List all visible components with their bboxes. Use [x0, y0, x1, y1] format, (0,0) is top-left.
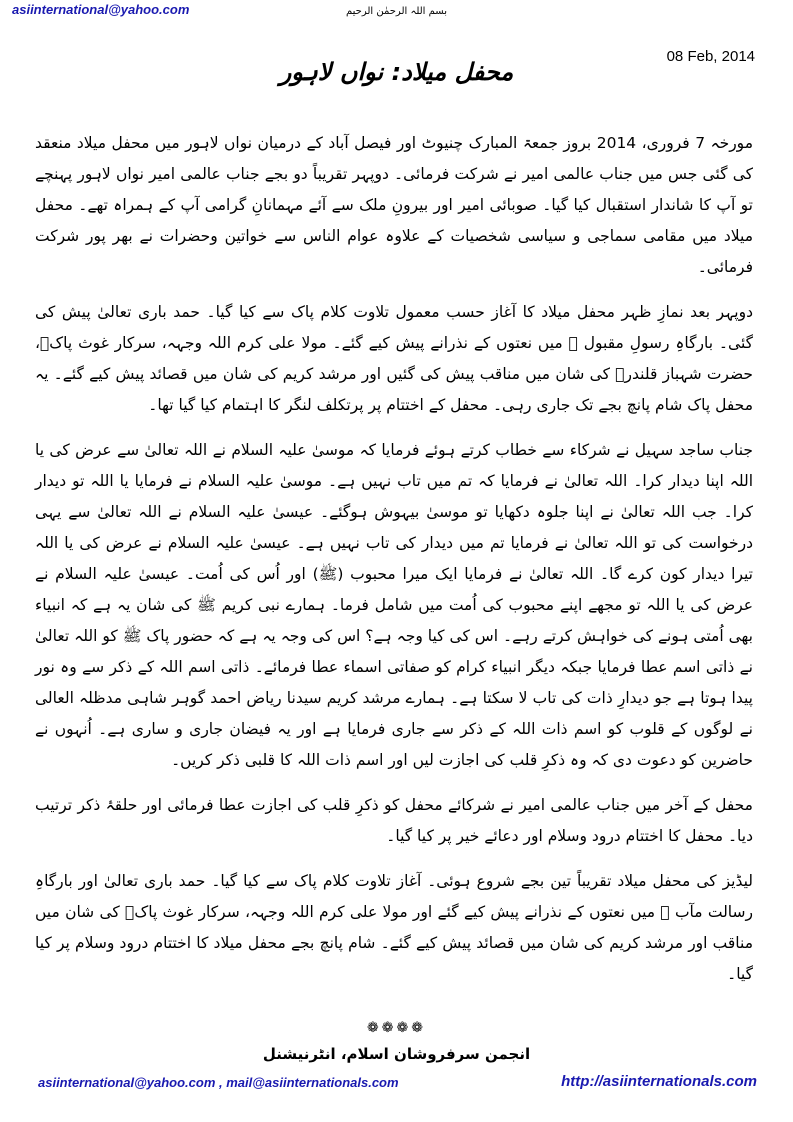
paragraph-3: جناب ساجد سہیل نے شرکاء سے خطاب کرتے ہوئے فرمایا کہ موسیٰ علیہ السلام نے اللہ تعالیٰ سے عرض کی یا اللہ اپنا دیدار کرا۔ اللہ تعالیٰ نے فرمایا کہ تم میں تاب نہیں ہے۔ موسیٰ علیہ السلام نے فرمایا یا اللہ تو دیدار کرا۔ جب اللہ تعالیٰ نے اپنا جلوہ دکھایا تو موسیٰ بیہوش ہوگئے۔ عیسیٰ علیہ السلام نے اللہ تعالیٰ سے یہی درخواست کی تو اللہ تعالیٰ نے فرمایا تم میں دیدار کی تاب نہیں ہے۔ عیسیٰ علیہ السلام نے عرض کی یا اللہ تیرا دیدار کون کرے گا۔ اللہ تعالیٰ نے فرمایا ایک میرا محبوب (ﷺ) اور اُس کی اُمت۔ عیسیٰ علیہ السلام نے عرض کی یا اللہ تو مجھے اپنے محبوب کی اُمت میں شامل فرما۔ ہمارے نبی کریم ﷺ کی شان یہ ہے کہ انبیاء بھی اُمتی ہونے کی خواہش کرتے رہے۔ اس کی کیا وجہ ہے؟ اس کی وجہ یہ ہے کہ حضور پاک ﷺ کو اللہ تعالیٰ نے ذاتی اسم عطا فرمایا جبکہ دیگر انبیاء کرام کو صفاتی اسماء عطا فرمائے۔ ذاتی اسم اللہ کے ذکر سے وہ نور پیدا ہوتا ہے جو دیدارِ ذات کی تاب لا سکتا ہے۔ ہمارے مرشد کریم سیدنا ریاض احمد گوہر شاہی مدظلہ العالی نے لوگوں کے قلوب کو اسم ذات اللہ کے ذکر سے جاری فرمایا ہے اور یہ فیضان جاری و ساری ہے۔ اُنہوں نے حاضرین کو دعوت دی کہ وہ ذکرِ قلب کی اجازت لیں اور اسم ذات اللہ کا قلبی ذکر کریں۔ [35, 441, 753, 769]
article-body [35, 128, 753, 1004]
paragraph-1: مورخہ 7 فروری، 2014 بروز جمعۃ المبارک چنیوٹ اور فیصل آباد کے درمیان نواں لاہور میں محفل میلاد منعقد کی گئی جس میں جناب عالمی امیر نے شرکت فرمائی۔ دوپہر تقریباً دو بجے جناب عالمی امیر نواں لاہور پہنچے تو آپ کا شاندار استقبال کیا گیا۔ صوبائی امیر اور بیرونِ ملک سے آئے مہمانانِ گرامی آپ کے ہمراہ تھے۔ محفل میلاد میں مقامی سماجی و سیاسی شخصیات کے علاوہ عوام الناس سے خواتین وحضرات نے بھر پور شرکت فرمائی۔ [35, 134, 753, 276]
footer-website-link[interactable]: http://asiinternationals.com [561, 1073, 757, 1090]
paragraph-4: محفل کے آخر میں جناب عالمی امیر نے شرکائے محفل کو ذکرِ قلب کی اجازت عطا فرمائی اور حلقۂ ذکر ترتیب دیا۔ محفل کا اختتام درود وسلام اور دعائے خیر پر کیا گیا۔ [35, 796, 753, 845]
footer-emails[interactable]: asiinternational@yahoo.com , mail@asiinternationals.com [38, 1075, 399, 1090]
paragraph-2: دوپہر بعد نمازِ ظہر محفل میلاد کا آغاز حسب معمول تلاوت کلام پاک سے کیا گیا۔ حمد باری تعالیٰ پیش کی گئی۔ بارگاہِ رسولِ مقبول ﷺ میں نعتوں کے نذرانے پیش کیے گئے۔ مولا علی کرم اللہ وجہہ، سرکار غوث پاکؒ، حضرت شہباز قلندرؒ کی شان میں مناقب پیش کی گئیں اور مرشد کریم کی شان میں قصائد پیش کیے گئے۔ یہ محفل پاک شام پانچ بجے تک جاری رہی۔ محفل کے اختتام پر پرتکلف لنگر کا اہتمام کیا گیا تھا۔ [35, 303, 753, 414]
decorative-stars: ❁❁❁❁ [367, 1020, 426, 1036]
bismillah: بسم اللہ الرحمٰن الرحیم [345, 6, 447, 17]
article-title: محفل میلاد: نواں لاہور [279, 58, 514, 86]
article-date: 08 Feb, 2014 [666, 48, 755, 65]
paragraph-5: لیڈیز کی محفل میلاد تقریباً تین بجے شروع ہوئی۔ آغاز تلاوت کلام پاک سے کیا گیا۔ حمد باری تعالیٰ اور بارگاہِ رسالت مآب ﷺ میں نعتوں کے نذرانے پیش کیے گئے اور مولا علی کرم اللہ وجہہ، سرکار غوث پاکؒ کی شان میں مناقب اور مرشد کریم کی شان میں قصائد پیش کیے گئے۔ شام پانچ بجے محفل میلاد کا اختتام درود وسلام پر کیا گیا۔ [35, 872, 753, 983]
header-email[interactable]: asiinternational@yahoo.com [12, 2, 190, 17]
organization-name: انجمن سرفروشان اسلام، انٹرنیشنل [262, 1045, 531, 1063]
